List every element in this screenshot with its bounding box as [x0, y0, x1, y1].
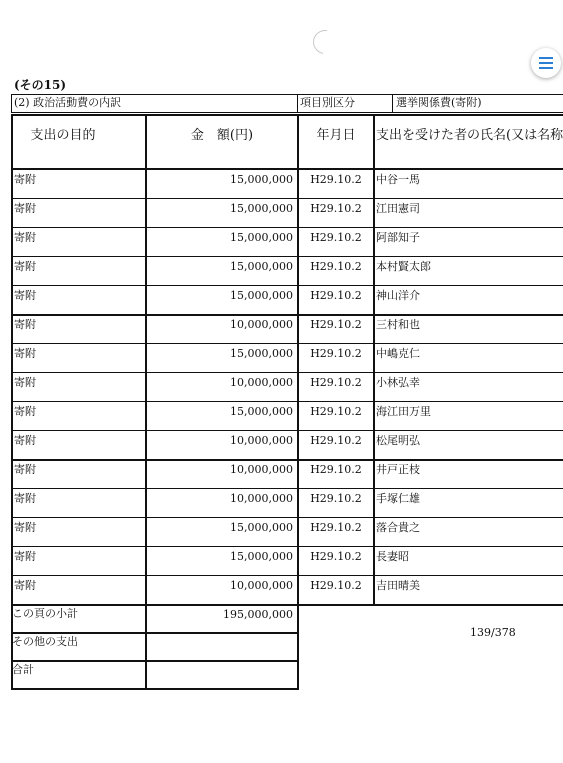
- other-expense-row-label: その他の支出: [12, 635, 78, 648]
- menu-button[interactable]: [531, 48, 561, 78]
- subtotal-row: [11, 605, 299, 633]
- cell-recipient: 長妻昭: [376, 550, 409, 563]
- cell-date: H29.10.2: [310, 405, 362, 418]
- table-row: [11, 199, 563, 228]
- cell-date: H29.10.2: [310, 260, 362, 273]
- category-value: 選挙関係費(寄附): [396, 96, 482, 109]
- table-row: [11, 228, 563, 257]
- cell-date: H29.10.2: [310, 550, 362, 563]
- table-row: [11, 489, 563, 518]
- table-row: [11, 431, 563, 460]
- cell-amount: 15,000,000: [230, 347, 293, 360]
- cell-amount: 15,000,000: [230, 231, 293, 244]
- cell-amount: 10,000,000: [230, 434, 293, 447]
- table-row: [11, 373, 563, 402]
- table-row: [11, 460, 563, 489]
- cell-date: H29.10.2: [310, 376, 362, 389]
- cell-recipient: 中谷一馬: [376, 173, 420, 186]
- hamburger-menu-icon: [539, 57, 553, 69]
- cell-date: H29.10.2: [310, 347, 362, 360]
- table-row: [11, 344, 563, 373]
- cell-recipient: 本村賢太郎: [376, 260, 431, 273]
- cell-date: H29.10.2: [310, 318, 362, 331]
- cell-purpose: 寄附: [14, 289, 36, 302]
- cell-date: H29.10.2: [310, 289, 362, 302]
- table-row: [11, 257, 563, 286]
- cell-recipient: 吉田晴美: [376, 579, 420, 592]
- cell-amount: 15,000,000: [230, 521, 293, 534]
- cell-recipient: 三村和也: [376, 318, 420, 331]
- column-header-purpose: 支出の目的: [30, 128, 96, 143]
- cell-purpose: 寄附: [14, 318, 36, 331]
- cell-purpose: 寄附: [14, 579, 36, 592]
- cell-recipient: 手塚仁雄: [376, 492, 420, 505]
- subtotal-row-label: この頁の小計: [12, 607, 78, 620]
- cell-purpose: 寄附: [14, 434, 36, 447]
- table-row: [11, 402, 563, 431]
- cell-recipient: 小林弘幸: [376, 376, 420, 389]
- table-row: [11, 518, 563, 547]
- cell-amount: 10,000,000: [230, 376, 293, 389]
- cell-purpose: 寄附: [14, 405, 36, 418]
- table-row: [11, 170, 563, 199]
- cell-amount: 10,000,000: [230, 463, 293, 476]
- column-header-recipient: 支出を受けた者の氏名(又は名称: [376, 128, 563, 143]
- total-row: [11, 661, 299, 689]
- cell-amount: 15,000,000: [230, 289, 293, 302]
- cell-recipient: 江田憲司: [376, 202, 420, 215]
- expense-table: [11, 94, 563, 694]
- cell-purpose: 寄附: [14, 376, 36, 389]
- cell-purpose: 寄附: [14, 550, 36, 563]
- cell-amount: 15,000,000: [230, 260, 293, 273]
- section-title: (2) 政治活動費の内訳: [14, 96, 122, 109]
- subtotal-row-value: 195,000,000: [223, 608, 293, 621]
- cell-recipient: 阿部知子: [376, 231, 420, 244]
- cell-amount: 15,000,000: [230, 173, 293, 186]
- loading-spinner-icon: [308, 25, 341, 58]
- page-number: 139/378: [470, 626, 516, 639]
- cell-amount: 10,000,000: [230, 318, 293, 331]
- cell-date: H29.10.2: [310, 579, 362, 592]
- cell-date: H29.10.2: [310, 492, 362, 505]
- cell-purpose: 寄附: [14, 260, 36, 273]
- cell-amount: 15,000,000: [230, 202, 293, 215]
- cell-date: H29.10.2: [310, 434, 362, 447]
- cell-purpose: 寄附: [14, 202, 36, 215]
- cell-amount: 10,000,000: [230, 579, 293, 592]
- cell-amount: 15,000,000: [230, 550, 293, 563]
- total-row-label: 合計: [12, 663, 34, 676]
- table-row: [11, 315, 563, 344]
- cell-date: H29.10.2: [310, 173, 362, 186]
- cell-purpose: 寄附: [14, 492, 36, 505]
- column-header-amount: 金 額(円): [190, 128, 254, 143]
- cell-purpose: 寄附: [14, 173, 36, 186]
- cell-amount: 10,000,000: [230, 492, 293, 505]
- table-row: [11, 576, 563, 605]
- other-expense-row: [11, 633, 299, 661]
- sheet-label: (その15): [14, 78, 67, 92]
- cell-recipient: 落合貴之: [376, 521, 420, 534]
- cell-amount: 15,000,000: [230, 405, 293, 418]
- cell-date: H29.10.2: [310, 231, 362, 244]
- table-row: [11, 286, 563, 315]
- cell-purpose: 寄附: [14, 347, 36, 360]
- category-label: 項目別区分: [300, 96, 355, 109]
- cell-purpose: 寄附: [14, 521, 36, 534]
- cell-recipient: 松尾明弘: [376, 434, 420, 447]
- table-row: [11, 547, 563, 576]
- cell-purpose: 寄附: [14, 231, 36, 244]
- cell-date: H29.10.2: [310, 463, 362, 476]
- cell-recipient: 中嶋克仁: [376, 347, 420, 360]
- cell-date: H29.10.2: [310, 521, 362, 534]
- column-header-date: 年月日: [316, 128, 356, 143]
- cell-purpose: 寄附: [14, 463, 36, 476]
- cell-recipient: 井戸正枝: [376, 463, 420, 476]
- cell-date: H29.10.2: [310, 202, 362, 215]
- cell-recipient: 海江田万里: [376, 405, 431, 418]
- cell-recipient: 神山洋介: [376, 289, 420, 302]
